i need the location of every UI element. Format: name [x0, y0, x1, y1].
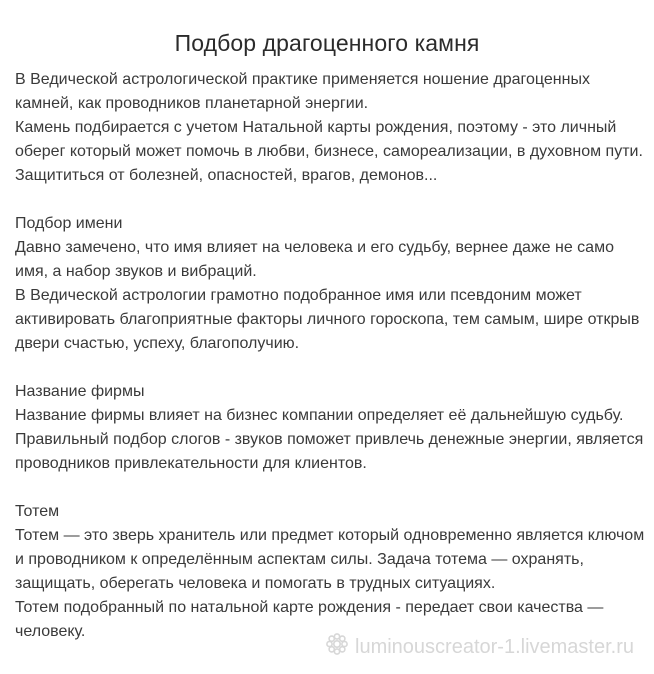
paragraph: Тотем — это зверь хранитель или предмет который одновременно является ключом и проводником к определённым аспектам силы. Задача тотема — охранять, защищать, оберегать человека и помогать в трудных ситуациях.	[15, 527, 645, 592]
section-company-name	[15, 380, 645, 476]
page-title: Подбор драгоценного камня	[174, 30, 480, 56]
paragraph: Название фирмы влияет на бизнес компании определяет её дальнейшую судьбу. Правильный подбор слогов - звуков поможет привлечь денежные энергии, является проводников привлекательности для клиентов.	[15, 407, 644, 472]
paragraph: В Ведической астрологии грамотно подобранное имя или псевдоним может активировать благоприятные факторы личного гороскопа, тем самым, шире открыв двери счастью, успеху, благополучию.	[15, 287, 640, 352]
watermark-text: luminouscreator-1.livemaster.ru	[355, 635, 634, 658]
watermark	[325, 632, 634, 662]
article-body	[15, 68, 645, 668]
section-intro	[15, 68, 645, 188]
gear-flower-icon	[325, 632, 349, 662]
paragraph: Давно замечено, что имя влияет на человека и его судьбу, вернее даже не само имя, а набор звуков и вибраций.	[15, 239, 614, 280]
section-heading: Тотем	[15, 503, 60, 520]
section-name-selection	[15, 212, 645, 356]
section-heading: Подбор имени	[15, 215, 123, 232]
section-totem	[15, 500, 645, 644]
paragraph: Камень подбирается с учетом Натальной карты рождения, поэтому - это личный оберег который может помочь в любви, бизнесе, самореализации, в духовном пути. Защититься от болезней, опасностей, врагов, демонов...	[15, 119, 643, 184]
paragraph: В Ведической астрологической практике применяется ношение драгоценных камней, как проводников планетарной энергии.	[15, 71, 590, 112]
paragraph: Тотем подобранный по натальной карте рождения - передает свои качества — человеку.	[15, 599, 604, 640]
section-heading: Название фирмы	[15, 383, 145, 400]
